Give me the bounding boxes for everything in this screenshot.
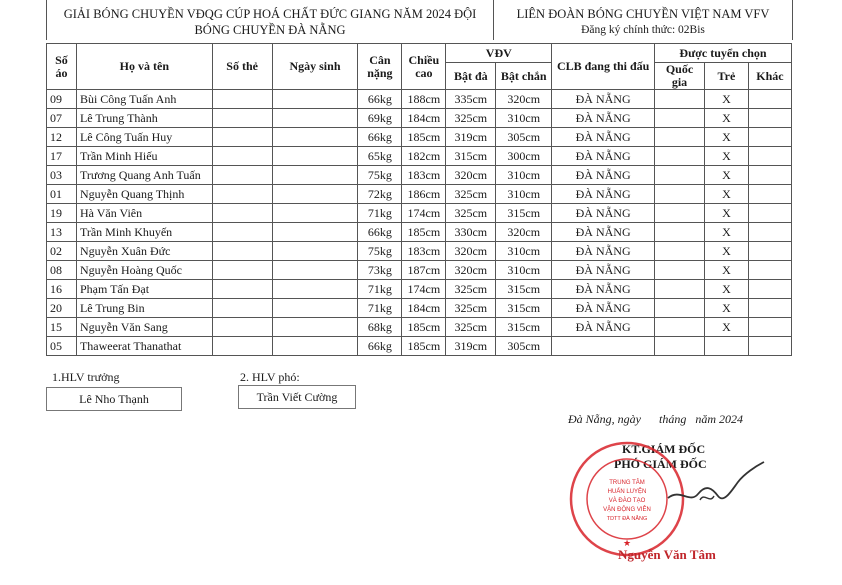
signer-name: Nguyễn Văn Tâm (618, 547, 716, 562)
cell-height: 183cm (402, 242, 446, 261)
cell-youth: X (704, 242, 748, 261)
table-row (47, 261, 792, 280)
cell-name: Nguyễn Văn Sang (76, 318, 212, 337)
cell-card (212, 185, 272, 204)
cell-national (655, 337, 705, 356)
header-chieu-cao: Chiều cao (402, 44, 446, 90)
head-coach-name: Lê Nho Thạnh (46, 387, 182, 411)
cell-national (655, 166, 705, 185)
cell-weight: 75kg (358, 166, 402, 185)
cell-other (748, 261, 791, 280)
cell-dob (272, 318, 358, 337)
cell-youth: X (704, 90, 748, 109)
sign-date-line: Đà Nẵng, ngày tháng năm 2024 (568, 412, 743, 426)
cell-spike: 325cm (446, 299, 496, 318)
cell-other (748, 166, 791, 185)
table-row (47, 299, 792, 318)
cell-national (655, 223, 705, 242)
header-khac: Khác (748, 63, 791, 90)
cell-dob (272, 147, 358, 166)
header-tre: Trẻ (704, 63, 748, 90)
table-row (47, 280, 792, 299)
cell-club: ĐÀ NẴNG (552, 280, 655, 299)
cell-youth: X (704, 280, 748, 299)
table-row (47, 318, 792, 337)
registration-code: Đăng ký chính thức: 02Bis (581, 24, 705, 36)
cell-height: 184cm (402, 109, 446, 128)
cell-dob (272, 166, 358, 185)
cell-club: ĐÀ NẴNG (552, 299, 655, 318)
cell-dob (272, 223, 358, 242)
cell-national (655, 128, 705, 147)
handwritten-signature-icon (660, 460, 770, 520)
roster-body (47, 90, 792, 356)
cell-card (212, 147, 272, 166)
cell-name: Lê Công Tuấn Huy (76, 128, 212, 147)
cell-height: 188cm (402, 90, 446, 109)
cell-club (552, 337, 655, 356)
table-row (47, 204, 792, 223)
cell-no: 07 (47, 109, 77, 128)
cell-block: 315cm (496, 204, 552, 223)
cell-other (748, 318, 791, 337)
cell-spike: 315cm (446, 147, 496, 166)
cell-other (748, 185, 791, 204)
cell-youth: X (704, 128, 748, 147)
table-row (47, 185, 792, 204)
cell-weight: 66kg (358, 90, 402, 109)
cell-name: Bùi Công Tuấn Anh (76, 90, 212, 109)
cell-name: Trần Minh Khuyến (76, 223, 212, 242)
table-row (47, 90, 792, 109)
cell-name: Lê Trung Bin (76, 299, 212, 318)
cell-block: 315cm (496, 299, 552, 318)
cell-name: Thaweerat Thanathat (76, 337, 212, 356)
cell-dob (272, 204, 358, 223)
cell-card (212, 204, 272, 223)
cell-no: 09 (47, 90, 77, 109)
table-row (47, 128, 792, 147)
cell-block: 305cm (496, 337, 552, 356)
cell-spike: 325cm (446, 204, 496, 223)
cell-spike: 319cm (446, 337, 496, 356)
cell-height: 182cm (402, 147, 446, 166)
cell-youth: X (704, 204, 748, 223)
cell-card (212, 166, 272, 185)
cell-dob (272, 337, 358, 356)
cell-block: 310cm (496, 166, 552, 185)
cell-name: Phạm Tấn Đạt (76, 280, 212, 299)
header-bat-da: Bật đà (446, 63, 496, 90)
cell-youth: X (704, 166, 748, 185)
cell-height: 174cm (402, 204, 446, 223)
cell-no: 13 (47, 223, 77, 242)
header-ho-ten: Họ và tên (76, 44, 212, 90)
cell-club: ĐÀ NẴNG (552, 90, 655, 109)
cell-no: 05 (47, 337, 77, 356)
cell-name: Hà Văn Viên (76, 204, 212, 223)
cell-block: 305cm (496, 128, 552, 147)
cell-no: 16 (47, 280, 77, 299)
cell-weight: 71kg (358, 299, 402, 318)
cell-national (655, 147, 705, 166)
cell-dob (272, 128, 358, 147)
cell-dob (272, 261, 358, 280)
cell-weight: 69kg (358, 109, 402, 128)
cell-card (212, 223, 272, 242)
cell-spike: 320cm (446, 261, 496, 280)
header-clb: CLB đang thi đấu (552, 44, 655, 90)
cell-block: 310cm (496, 242, 552, 261)
cell-weight: 66kg (358, 223, 402, 242)
cell-club: ĐÀ NẴNG (552, 242, 655, 261)
cell-card (212, 242, 272, 261)
sign-title-2: PHÓ GIÁM ĐỐC (614, 457, 707, 471)
tournament-title (47, 0, 494, 40)
cell-club: ĐÀ NẴNG (552, 147, 655, 166)
cell-youth: X (704, 185, 748, 204)
cell-dob (272, 242, 358, 261)
cell-other (748, 337, 791, 356)
cell-spike: 320cm (446, 166, 496, 185)
cell-weight: 72kg (358, 185, 402, 204)
cell-dob (272, 280, 358, 299)
cell-name: Trương Quang Anh Tuấn (76, 166, 212, 185)
svg-text:TRUNG TÂM: TRUNG TÂM (609, 480, 645, 486)
sign-title-1: KT.GIÁM ĐỐC (622, 442, 706, 456)
federation-name: LIÊN ĐOÀN BÓNG CHUYỀN VIỆT NAM VFV (516, 7, 770, 21)
cell-other (748, 90, 791, 109)
cell-dob (272, 299, 358, 318)
cell-national (655, 299, 705, 318)
cell-name: Nguyễn Hoàng Quốc (76, 261, 212, 280)
roster-header (47, 44, 792, 90)
cell-other (748, 128, 791, 147)
cell-weight: 71kg (358, 280, 402, 299)
cell-dob (272, 90, 358, 109)
cell-club: ĐÀ NẴNG (552, 128, 655, 147)
cell-block: 310cm (496, 261, 552, 280)
cell-spike: 335cm (446, 90, 496, 109)
cell-youth: X (704, 261, 748, 280)
table-row (47, 109, 792, 128)
cell-dob (272, 109, 358, 128)
cell-no: 15 (47, 318, 77, 337)
cell-no: 03 (47, 166, 77, 185)
cell-other (748, 242, 791, 261)
cell-height: 184cm (402, 299, 446, 318)
cell-height: 185cm (402, 223, 446, 242)
cell-block: 320cm (496, 223, 552, 242)
cell-no: 20 (47, 299, 77, 318)
document-header (46, 0, 793, 40)
cell-weight: 75kg (358, 242, 402, 261)
header-so-the: Số thẻ (212, 44, 272, 90)
cell-spike: 319cm (446, 128, 496, 147)
svg-text:VẬN ĐỘNG VIÊN: VẬN ĐỘNG VIÊN (603, 507, 651, 513)
cell-club: ĐÀ NẴNG (552, 261, 655, 280)
cell-club: ĐÀ NẴNG (552, 318, 655, 337)
cell-spike: 330cm (446, 223, 496, 242)
head-coach-label: 1.HLV trưởng (52, 370, 120, 384)
cell-block: 310cm (496, 109, 552, 128)
header-quoc-gia: Quốc gia (655, 63, 705, 90)
header-ngay-sinh: Ngày sinh (272, 44, 358, 90)
header-bat-chan: Bật chắn (496, 63, 552, 90)
cell-other (748, 223, 791, 242)
cell-youth (704, 337, 748, 356)
cell-spike: 320cm (446, 242, 496, 261)
cell-card (212, 128, 272, 147)
cell-block: 320cm (496, 90, 552, 109)
cell-national (655, 318, 705, 337)
cell-weight: 68kg (358, 318, 402, 337)
cell-club: ĐÀ NẴNG (552, 166, 655, 185)
header-can-nang: Cân nặng (358, 44, 402, 90)
tournament-title-line1: GIẢI BÓNG CHUYỀN VĐQG CÚP HOÁ CHẤT ĐỨC GIANG NĂM 2024 ĐỘI (63, 7, 477, 21)
cell-card (212, 90, 272, 109)
table-row (47, 147, 792, 166)
header-vdv: VĐV (446, 44, 552, 63)
cell-height: 185cm (402, 337, 446, 356)
cell-club: ĐÀ NẴNG (552, 185, 655, 204)
cell-block: 315cm (496, 280, 552, 299)
cell-national (655, 242, 705, 261)
cell-national (655, 280, 705, 299)
cell-spike: 325cm (446, 109, 496, 128)
cell-no: 08 (47, 261, 77, 280)
cell-no: 12 (47, 128, 77, 147)
cell-weight: 66kg (358, 128, 402, 147)
assistant-coach-name: Trần Viết Cường (238, 385, 356, 409)
cell-card (212, 337, 272, 356)
cell-weight: 66kg (358, 337, 402, 356)
cell-block: 315cm (496, 318, 552, 337)
cell-card (212, 280, 272, 299)
cell-youth: X (704, 299, 748, 318)
cell-spike: 325cm (446, 318, 496, 337)
cell-national (655, 185, 705, 204)
cell-other (748, 280, 791, 299)
table-row (47, 242, 792, 261)
svg-text:HUẤN LUYỆN: HUẤN LUYỆN (607, 489, 647, 495)
cell-no: 19 (47, 204, 77, 223)
svg-text:VÀ ĐÀO TẠO: VÀ ĐÀO TẠO (608, 498, 646, 504)
cell-other (748, 109, 791, 128)
cell-club: ĐÀ NẴNG (552, 204, 655, 223)
cell-no: 02 (47, 242, 77, 261)
cell-other (748, 299, 791, 318)
cell-weight: 65kg (358, 147, 402, 166)
cell-height: 183cm (402, 166, 446, 185)
table-row (47, 337, 792, 356)
svg-text:★: ★ (622, 538, 632, 548)
federation-block (494, 0, 792, 40)
cell-height: 174cm (402, 280, 446, 299)
table-row (47, 223, 792, 242)
cell-no: 01 (47, 185, 77, 204)
cell-weight: 73kg (358, 261, 402, 280)
cell-name: Lê Trung Thành (76, 109, 212, 128)
header-duoc-tuyen: Được tuyển chọn (655, 44, 792, 63)
cell-other (748, 147, 791, 166)
cell-card (212, 109, 272, 128)
cell-national (655, 261, 705, 280)
cell-card (212, 318, 272, 337)
table-row (47, 166, 792, 185)
cell-card (212, 261, 272, 280)
cell-national (655, 109, 705, 128)
cell-other (748, 204, 791, 223)
cell-dob (272, 185, 358, 204)
svg-text:TDTT ĐÀ NẴNG: TDTT ĐÀ NẴNG (606, 516, 648, 522)
cell-national (655, 90, 705, 109)
cell-club: ĐÀ NẴNG (552, 223, 655, 242)
assistant-coach-label: 2. HLV phó: (240, 370, 300, 384)
cell-youth: X (704, 147, 748, 166)
cell-height: 185cm (402, 128, 446, 147)
cell-name: Nguyễn Quang Thịnh (76, 185, 212, 204)
cell-no: 17 (47, 147, 77, 166)
cell-block: 310cm (496, 185, 552, 204)
cell-card (212, 299, 272, 318)
cell-youth: X (704, 109, 748, 128)
roster-table (46, 43, 792, 356)
cell-national (655, 204, 705, 223)
cell-youth: X (704, 223, 748, 242)
cell-weight: 71kg (358, 204, 402, 223)
cell-youth: X (704, 318, 748, 337)
tournament-title-line2: BÓNG CHUYỀN ĐÀ NẴNG (194, 23, 346, 37)
cell-height: 187cm (402, 261, 446, 280)
cell-name: Nguyễn Xuân Đức (76, 242, 212, 261)
cell-block: 300cm (496, 147, 552, 166)
header-so-ao: Số áo (47, 44, 77, 90)
cell-spike: 325cm (446, 280, 496, 299)
cell-club: ĐÀ NẴNG (552, 109, 655, 128)
cell-name: Trần Minh Hiếu (76, 147, 212, 166)
cell-spike: 325cm (446, 185, 496, 204)
cell-height: 185cm (402, 318, 446, 337)
cell-height: 186cm (402, 185, 446, 204)
